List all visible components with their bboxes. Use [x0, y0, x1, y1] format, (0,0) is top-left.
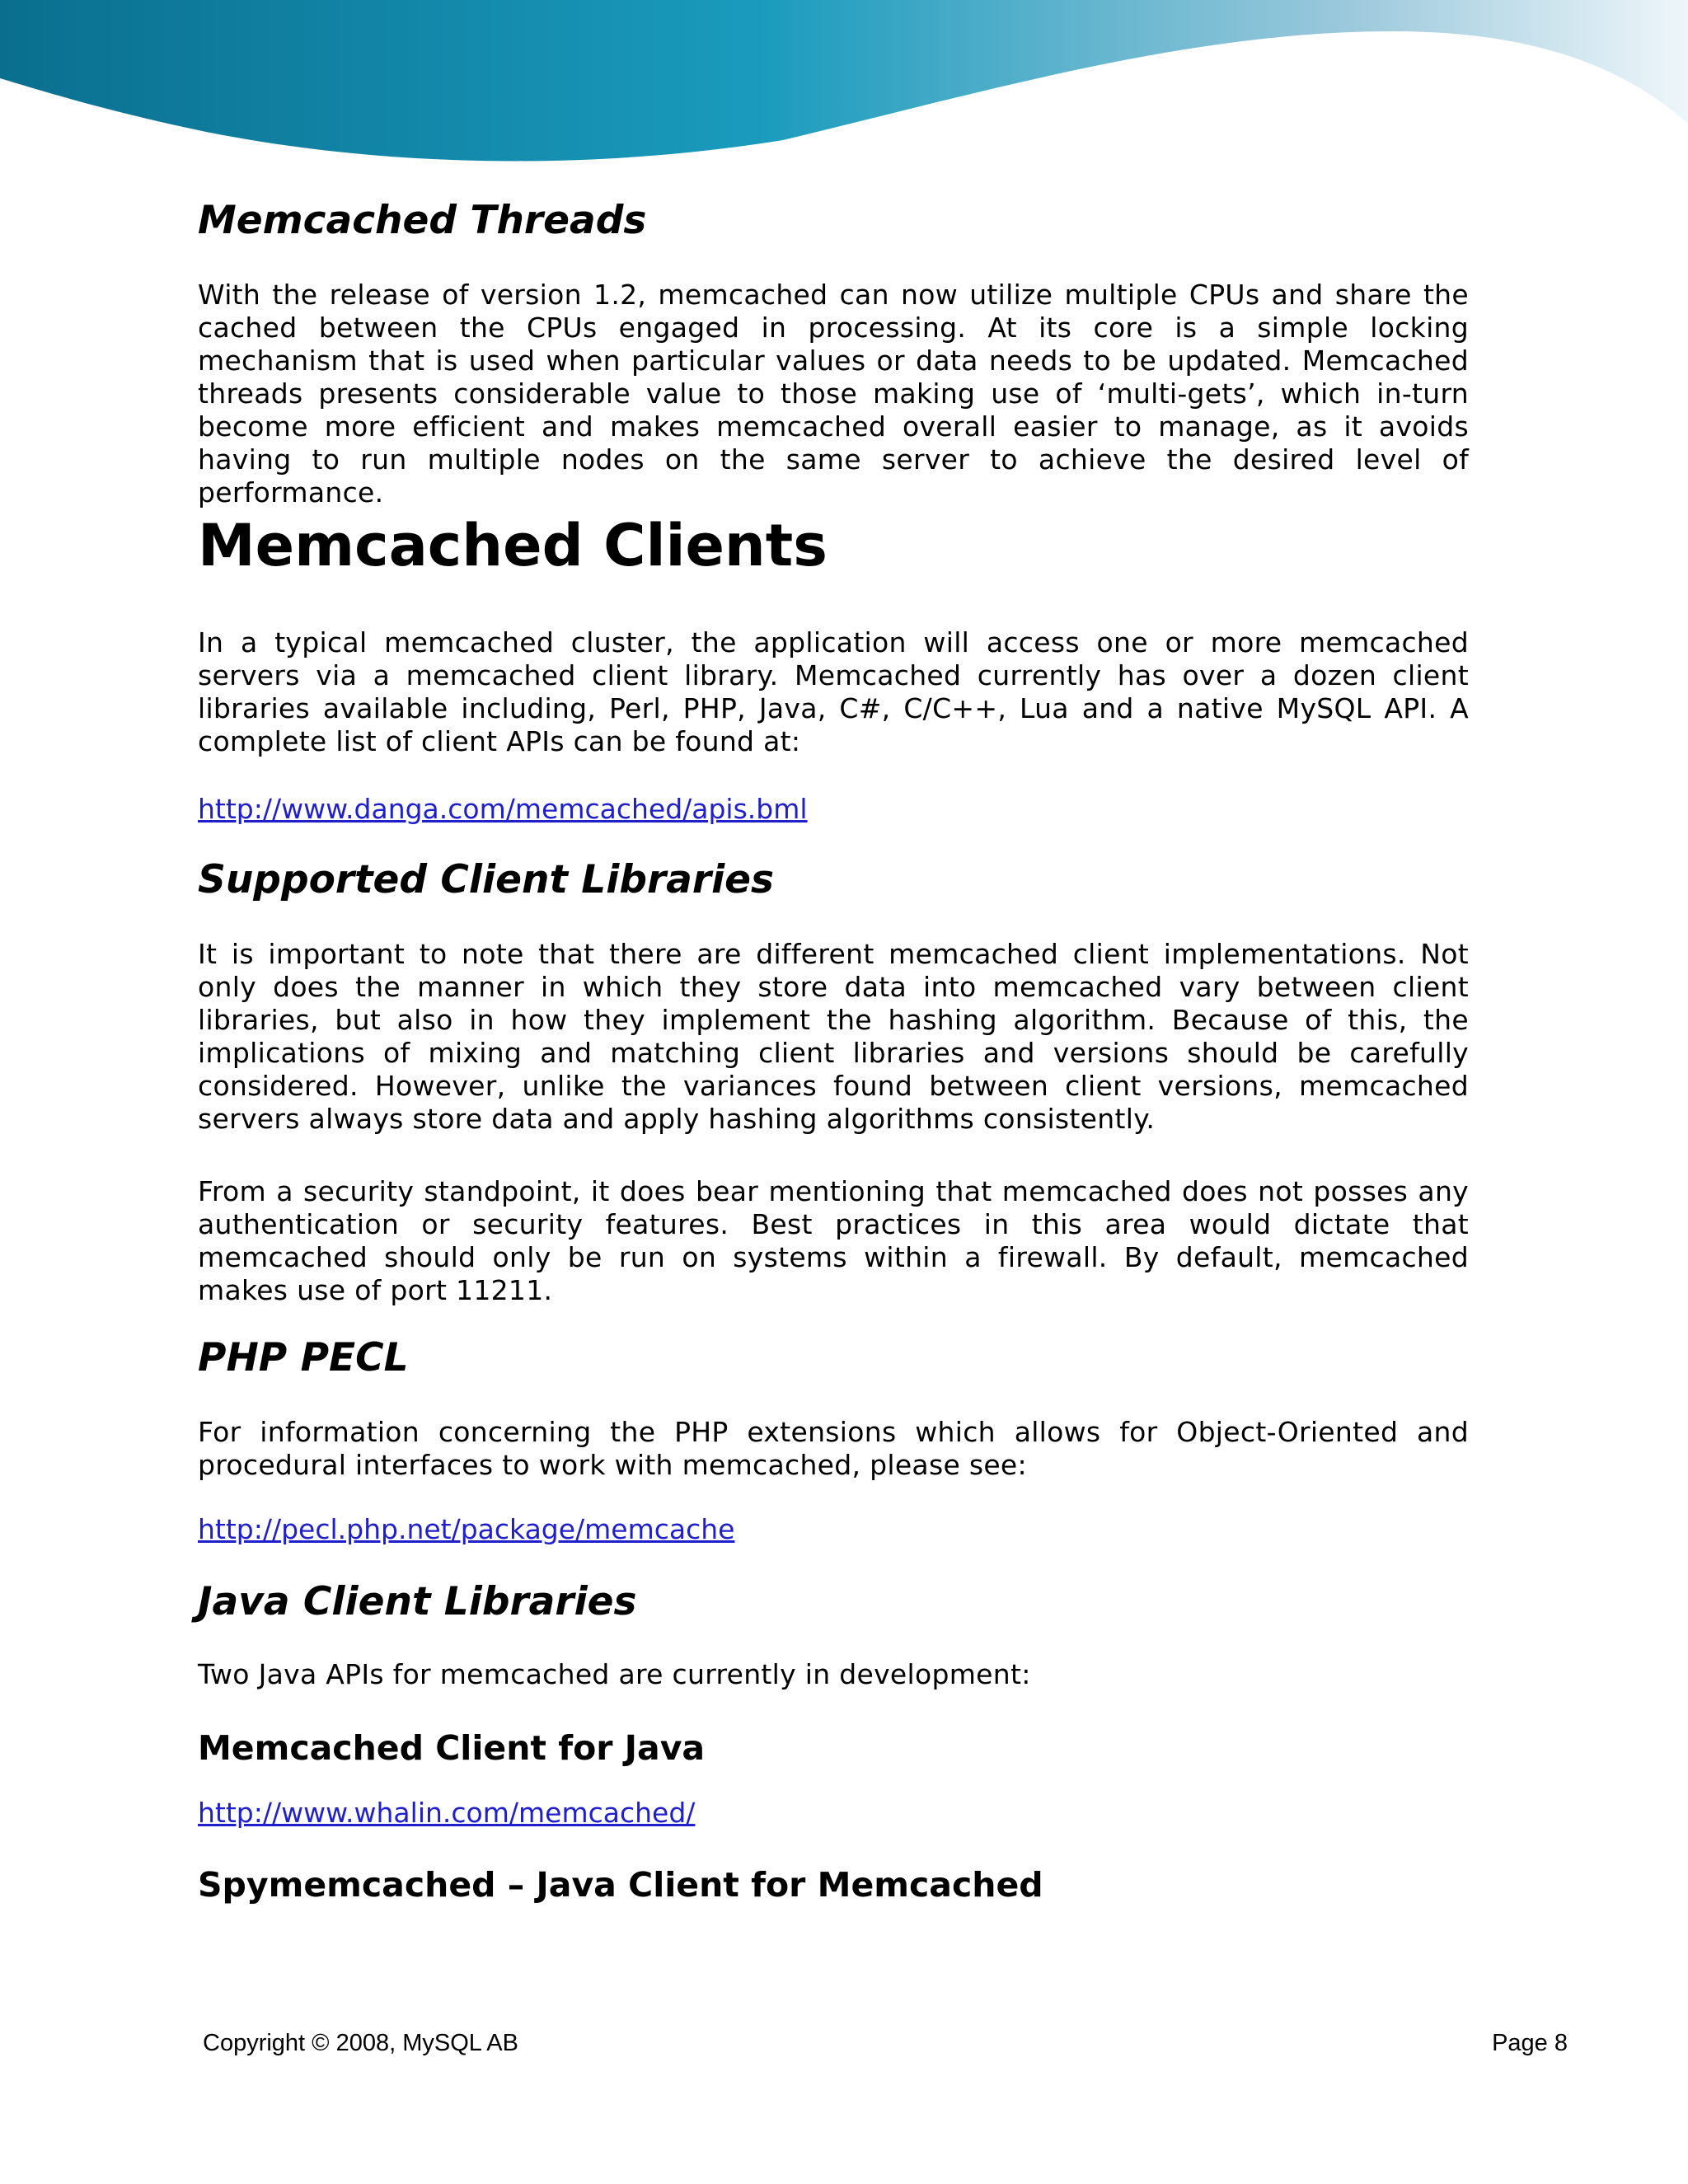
heading-spymemcached: Spymemcached – Java Client for Memcached: [198, 1865, 1043, 1905]
heading-java-client-libraries: Java Client Libraries: [198, 1579, 637, 1624]
heading-memcached-clients: Memcached Clients: [198, 512, 828, 579]
heading-supported-client-libraries: Supported Client Libraries: [198, 857, 775, 902]
paragraph-pecl: For information concerning the PHP extensions which allows for Object-Oriented and procedural interfaces to work with memcached, please see:: [198, 1416, 1469, 1481]
paragraph-java: Two Java APIs for memcached are currently in development:: [198, 1658, 1031, 1690]
paragraph-clients: In a typical memcached cluster, the application will access one or more memcached servers via a memcached client library. Memcached currently has over a dozen client libraries available including, Perl, PHP, Java, C#, C/C++, Lua and a native MySQL API. A complete list of client APIs can be found at:: [198, 626, 1469, 757]
heading-memcached-client-for-java: Memcached Client for Java: [198, 1728, 706, 1768]
link-danga-apis[interactable]: http://www.danga.com/memcached/apis.bml: [198, 793, 808, 825]
paragraph-supported-2: From a security standpoint, it does bear mentioning that memcached does not posses any authentication or security features. Best practices in this area would dictate that memcached should only be run on systems within a firewall. By default, memcached makes use of port 11211.: [198, 1175, 1469, 1306]
link-pecl-memcache[interactable]: http://pecl.php.net/package/memcache: [198, 1513, 735, 1545]
footer-copyright: Copyright © 2008, MySQL AB: [203, 2030, 518, 2056]
paragraph-supported-1: It is important to note that there are different memcached client implementations. Not only does the manner in which they store data into memcached vary between client libraries, but also in how they implement the hashing algorithm. Because of this, the implications of mixing and matching client libraries and versions should be carefully considered. However, unlike the variances found between client versions, memcached servers always store data and apply hashing algorithms consistently.: [198, 938, 1469, 1135]
paragraph-threads: With the release of version 1.2, memcached can now utilize multiple CPUs and share the cached between the CPUs engaged in processing. At its core is a simple locking mechanism that is used when particular values or data needs to be updated. Memcached threads presents considerable value to those making use of ‘multi-gets’, which in-turn become more efficient and makes memcached overall easier to manage, as it avoids having to run multiple nodes on the same server to achieve the desired level of performance.: [198, 279, 1469, 509]
heading-memcached-threads: Memcached Threads: [198, 198, 647, 243]
link-whalin-memcached[interactable]: http://www.whalin.com/memcached/: [198, 1797, 696, 1829]
heading-php-pecl: PHP PECL: [198, 1335, 409, 1380]
header-wave-banner: [0, 0, 1688, 165]
footer-page-number: Page 8: [1492, 2030, 1568, 2056]
